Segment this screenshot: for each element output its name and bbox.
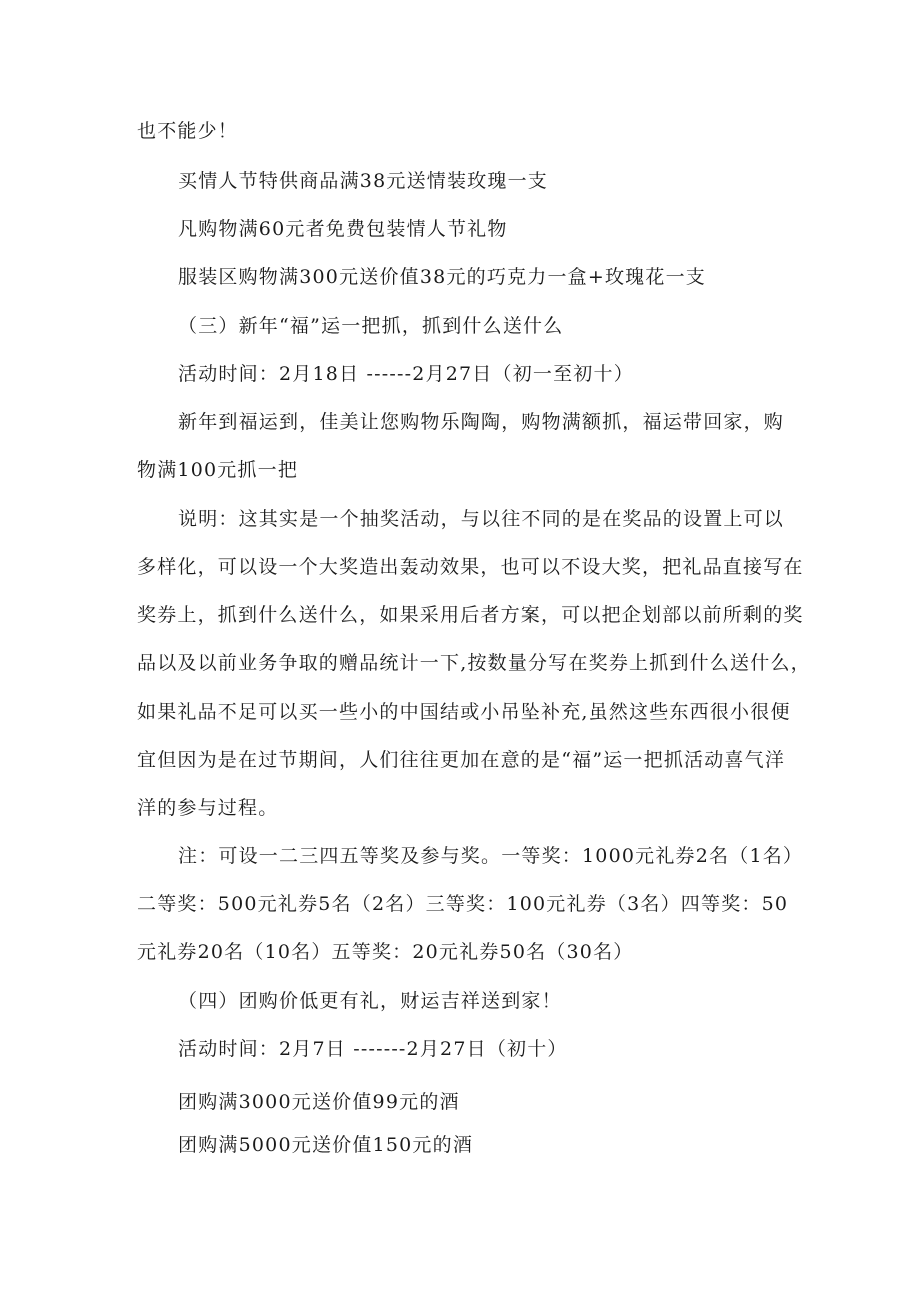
paragraph-line: 多样化，可以设一个大奖造出轰动效果，也可以不设大奖，把礼品直接写在 [137,556,804,578]
paragraph-line: 服装区购物满300元送价值38元的巧克力一盒+玫瑰花一支 [178,266,706,288]
paragraph-line: 凡购物满60元者免费包装情人节礼物 [178,218,508,240]
paragraph-line: 团购满5000元送价值150元的酒 [178,1134,474,1156]
paragraph-line: 活动时间：2月7日 -------2月27日（初十） [178,1038,568,1060]
paragraph-line: 二等奖：500元礼券5名（2名）三等奖：100元礼券（3名）四等奖：50 [137,893,789,915]
paragraph-line: 新年到福运到，佳美让您购物乐陶陶，购物满额抓，福运带回家，购 [178,411,785,433]
section-heading: （四）团购价低更有礼，财运吉祥送到家！ [178,990,562,1012]
paragraph-line: 注：可设一二三四五等奖及参与奖。一等奖：1000元礼券2名（1名） [178,845,804,867]
paragraph-line: 品以及以前业务争取的赠品统计一下,按数量分写在奖券上抓到什么送什么， [137,652,811,674]
paragraph-line: 如果礼品不足可以买一些小的中国结或小吊坠补充,虽然这些东西很小很便 [137,701,791,723]
paragraph-line: 元礼券20名（10名）五等奖：20元礼券50名（30名） [137,941,634,963]
paragraph-line: 也不能少！ [137,120,239,142]
paragraph-line: 买情人节特供商品满38元送情装玫瑰一支 [178,170,548,192]
paragraph-line: 洋的参与过程。 [137,797,279,819]
paragraph-line: 说明：这其实是一个抽奖活动，与以往不同的是在奖品的设置上可以 [178,508,785,530]
paragraph-line: 团购满3000元送价值99元的酒 [178,1091,460,1113]
paragraph-line: 奖券上，抓到什么送什么，如果采用后者方案，可以把企划部以前所剩的奖 [137,604,804,626]
section-heading: （三）新年“福”运一把抓，抓到什么送什么 [178,315,564,337]
paragraph-line: 物满100元抓一把 [137,459,299,481]
paragraph-line: 活动时间：2月18日 ------2月27日（初一至初十） [178,363,634,385]
paragraph-line: 宜但因为是在过节期间，人们往往更加在意的是“福”运一把抓活动喜气洋 [137,749,786,771]
